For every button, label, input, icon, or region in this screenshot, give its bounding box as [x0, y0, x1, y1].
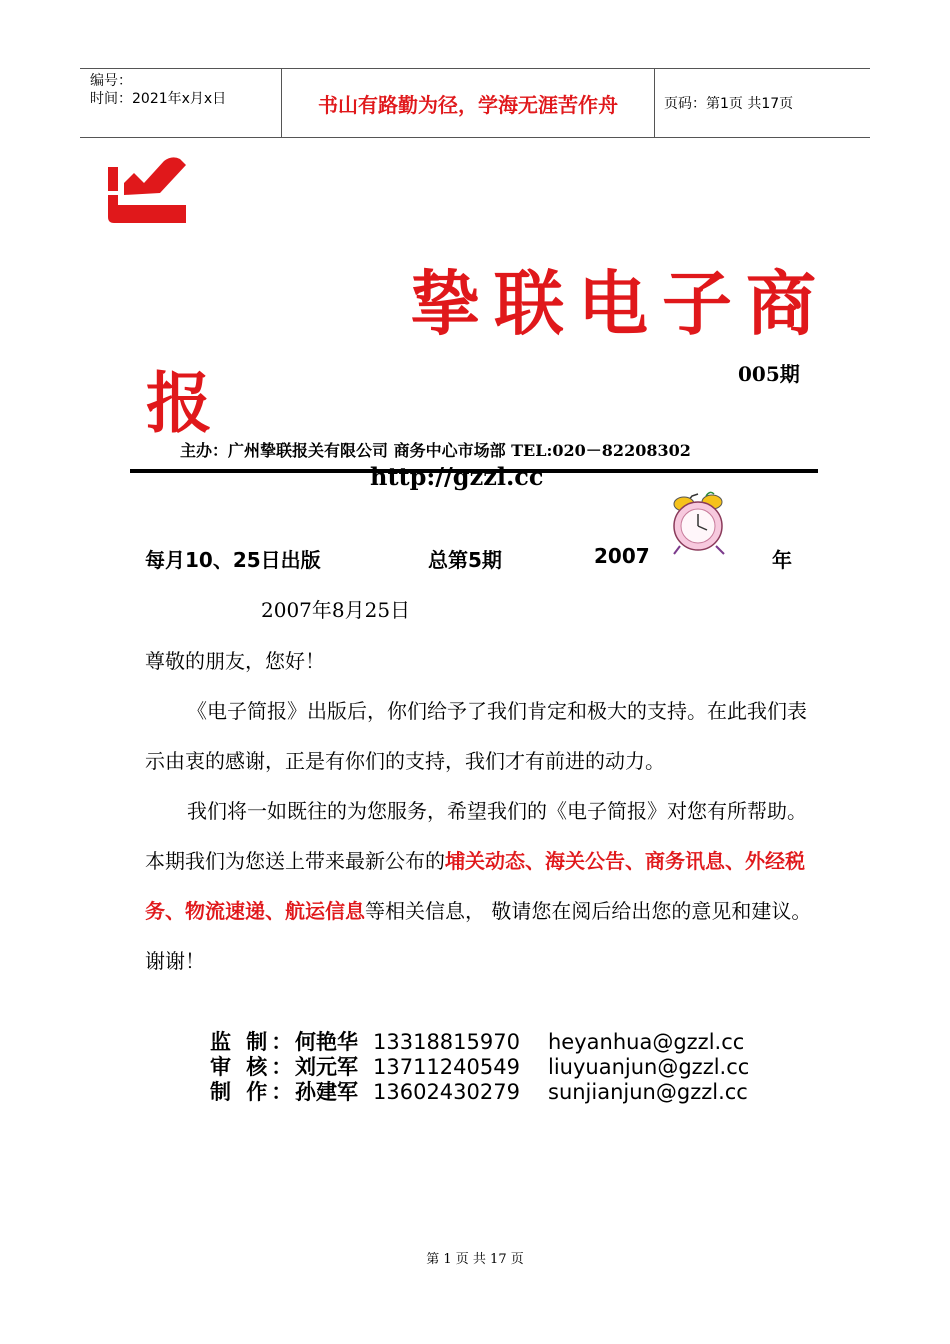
masthead-title-line1: 挚联电子商 — [410, 263, 830, 345]
credit-phone: 13602430279 — [373, 1080, 520, 1104]
credit-phone: 13711240549 — [373, 1055, 520, 1079]
credit-email[interactable]: liuyuanjun@gzzl.cc — [548, 1055, 750, 1079]
credit-row — [210, 1076, 748, 1106]
company-logo — [108, 155, 188, 223]
credit-phone: 13318815970 — [373, 1030, 520, 1054]
alarm-clock-icon — [662, 490, 732, 560]
number-label: 编号： — [90, 73, 132, 89]
paragraph-text: 等相关信息， 敬请您在阅后给出您的意见和建议。谢谢！ — [145, 899, 812, 973]
header-meta — [80, 69, 280, 137]
year-suffix: 年 — [772, 548, 792, 572]
credit-name: 何艳华 — [295, 1029, 358, 1054]
highlighted-topics: 埔关动态、海关公告、商务讯息、外经税务、物流速递、航运信息 — [145, 849, 805, 923]
page-footer: 第 1 页 共 17 页 — [426, 1252, 524, 1267]
greeting: 尊敬的朋友，您好！ — [145, 649, 325, 673]
header-table — [80, 68, 870, 138]
letter-body — [145, 636, 815, 986]
paragraph: 《电子简报》出版后，你们给予了我们肯定和极大的支持。在此我们表示由衷的感谢，正是有你们的支持，我们才有前进的动力。 — [145, 699, 807, 773]
credit-name: 刘元军 — [295, 1054, 358, 1079]
total-issue: 总第5期 — [428, 548, 502, 572]
credit-role: 监 制： — [210, 1029, 297, 1054]
publish-date: 2007年8月25日 — [261, 598, 411, 622]
credit-email[interactable]: sunjianjun@gzzl.cc — [548, 1080, 748, 1104]
publish-schedule: 每月10、25日出版 — [145, 548, 321, 572]
website-url[interactable]: http://gzzl.cc — [370, 462, 544, 491]
motto: 书山有路勤为径，学海无涯苦作舟 — [318, 92, 618, 117]
issue-number: 005期 — [738, 362, 800, 386]
page-info: 页码：第1页 共17页 — [664, 96, 794, 112]
credit-email[interactable]: heyanhua@gzzl.cc — [548, 1030, 745, 1054]
credit-name: 孙建军 — [295, 1079, 358, 1104]
credit-role: 制 作： — [210, 1079, 297, 1104]
paragraph-text: 我们将一如既往的为您服务，希望我们的《电子简报》对您有所帮助。本期我们为您送上带来最新公布的 — [145, 799, 807, 873]
masthead-title-line2: 报 — [146, 365, 212, 442]
credit-role: 审 核： — [210, 1054, 297, 1079]
sponsor-line: 主办：广州挚联报关有限公司 商务中心市场部 TEL:020－82208302 — [180, 441, 691, 460]
divider — [654, 69, 655, 137]
publish-year: 2007 — [594, 544, 650, 568]
paragraph — [145, 786, 815, 986]
time-label: 时间：2021年x月x日 — [90, 91, 227, 107]
